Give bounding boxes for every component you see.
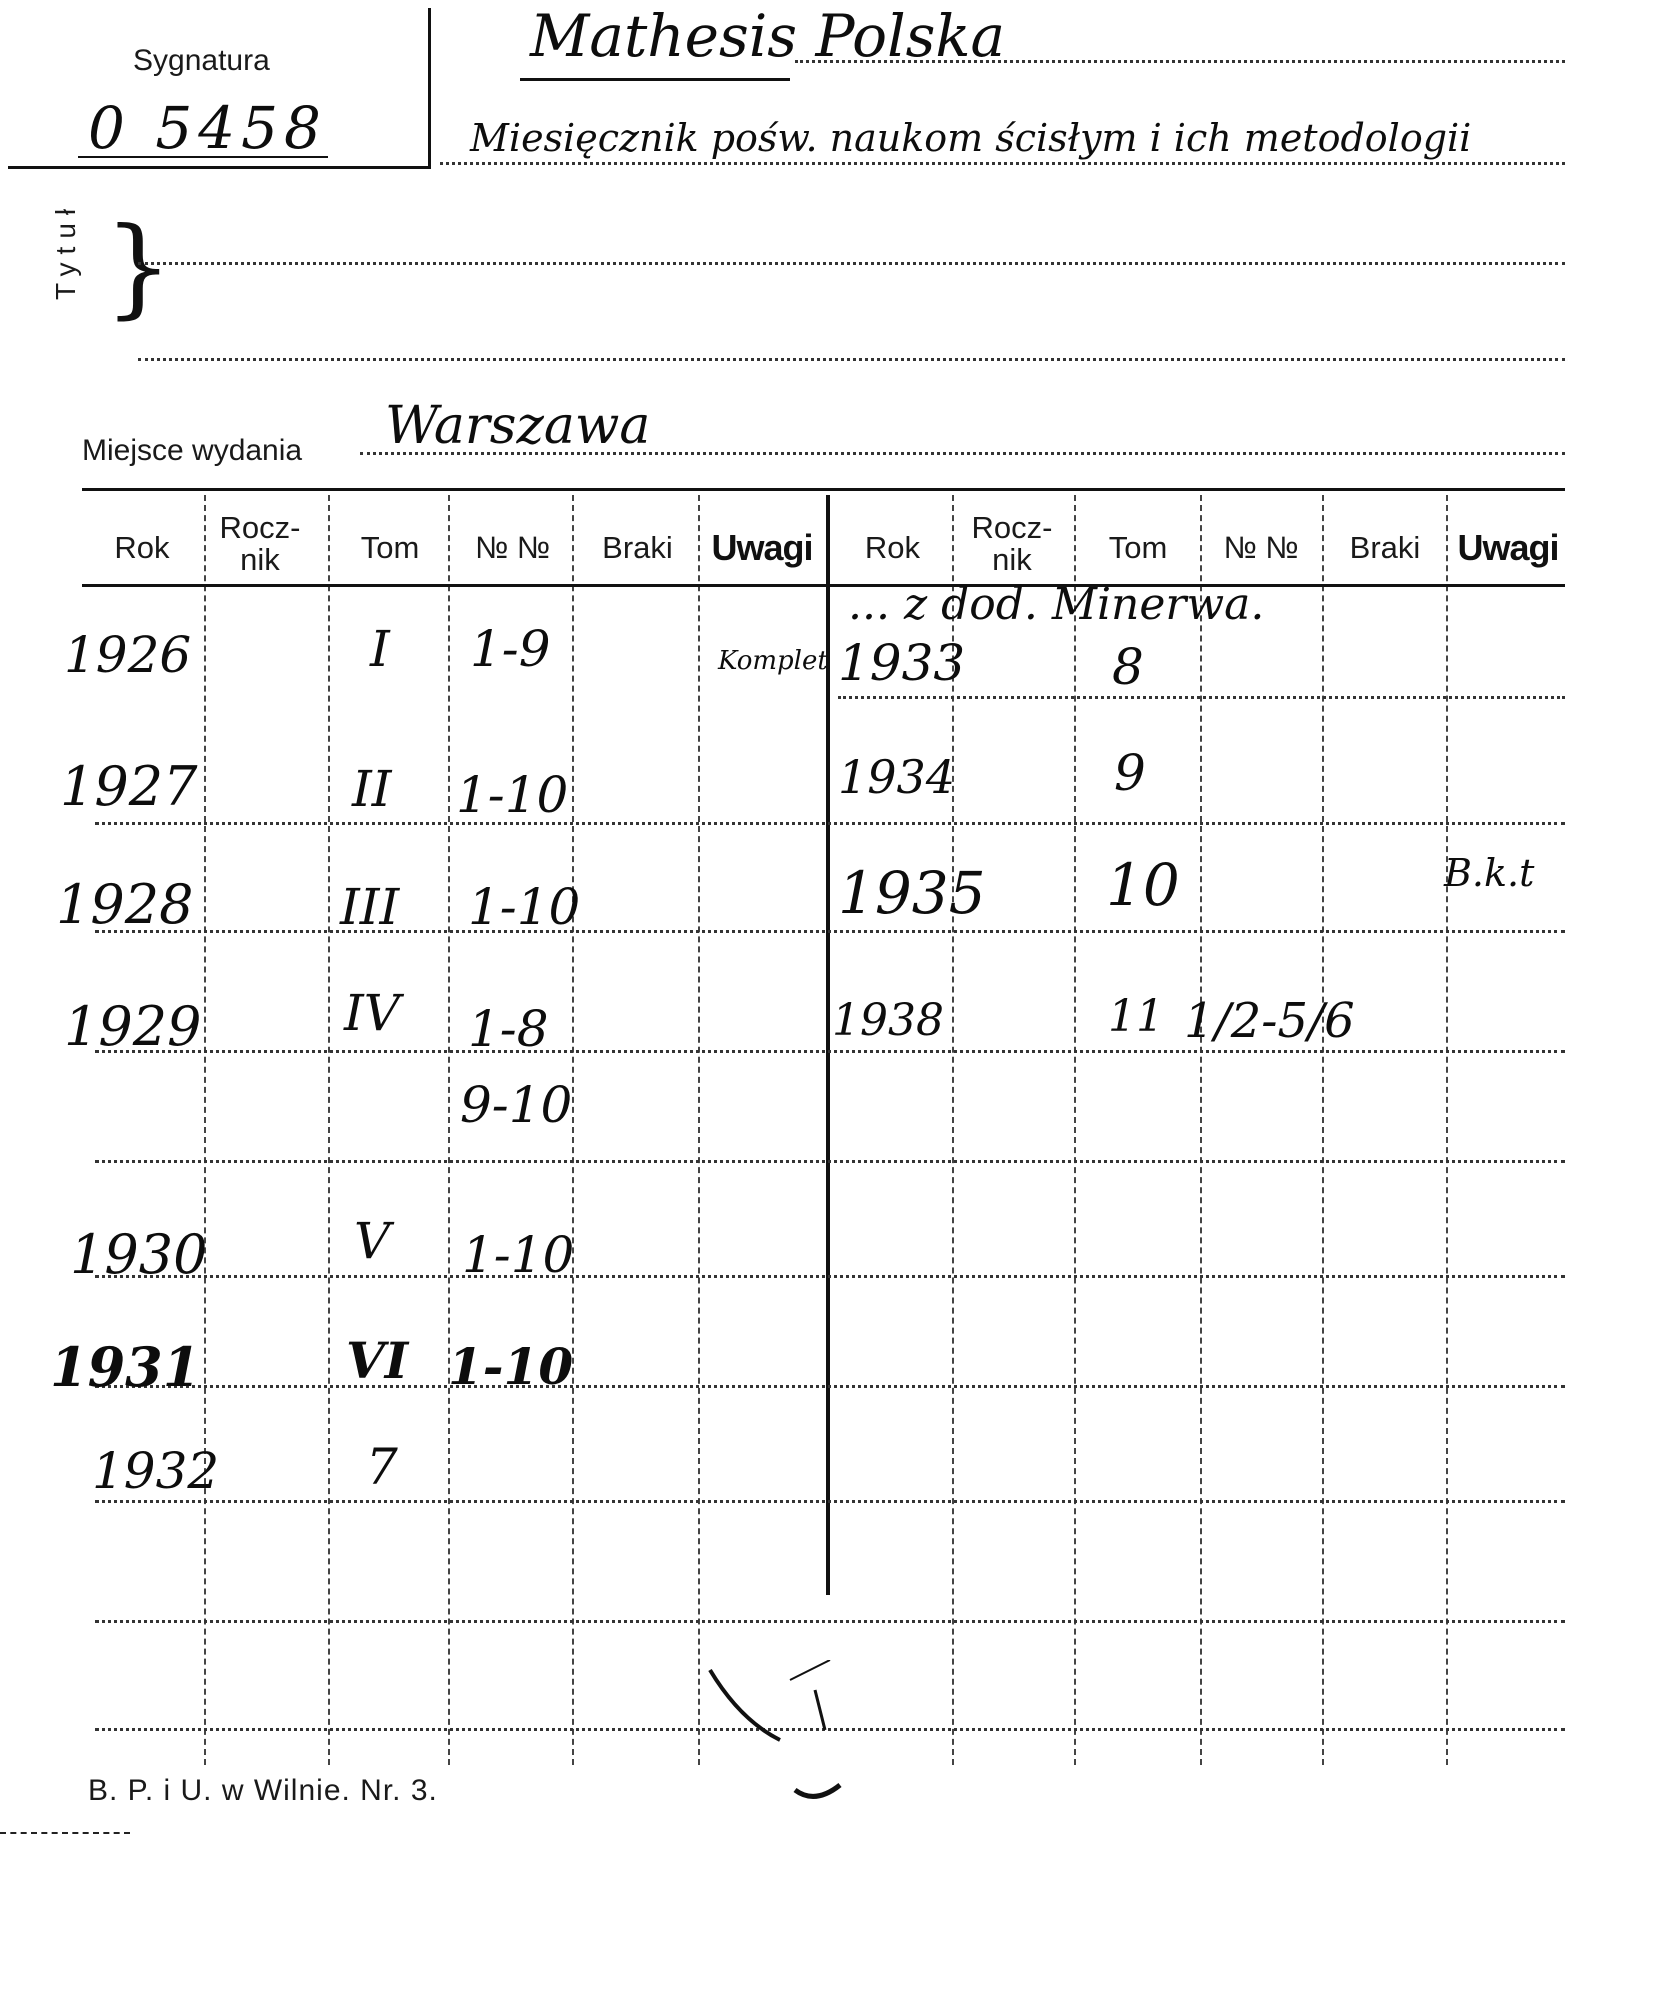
header-nr-right: № № [1223,530,1299,565]
left-row-1931-tom: VI [346,1331,409,1390]
row-line [95,1160,1565,1163]
right-row-1938-nr: 1/2-5/6 [1184,993,1355,1049]
header-braki: Braki [602,530,673,565]
title-dotted-line-2 [440,162,1565,165]
header-nr: № № [474,530,551,565]
footer-text: B. P. i U. w Wilnie. Nr. 3. [88,1774,438,1807]
left-row-1931-nr: 1-10 [448,1337,574,1396]
right-row-1934-tom: 9 [1114,744,1146,802]
right-row-1938-rok: 1938 [832,995,944,1046]
right-row-1935-tom: 10 [1106,851,1180,919]
left-row-1932-rok: 1932 [92,1442,220,1500]
col-line [448,495,450,1765]
row-line [95,1050,1565,1053]
bottom-edge-mark [0,1832,130,1834]
right-row-1933-tom: 8 [1112,638,1144,696]
place-value: Warszawa [385,396,651,456]
place-dotted-line [360,452,1565,455]
col-line [1446,495,1448,1765]
left-row-1926-tom: I [370,620,390,678]
left-row-1929-nr: 1-8 [468,1000,549,1058]
title-line-1: Mathesis Polska [530,2,1006,70]
row-line [95,1500,1565,1503]
header-rok: Rok [114,530,170,565]
tytul-line-1 [138,262,1565,265]
signature-label: Sygnatura [133,44,270,77]
left-row-1930-rok: 1930 [70,1223,208,1286]
left-row-1927-tom: II [352,760,392,818]
signature-underline [78,156,328,158]
right-note: ... z dod. Minerwa. [848,579,1265,630]
col-line [204,495,206,1765]
col-line [698,495,700,1765]
row-line [95,822,1565,825]
tytul-line-2 [138,358,1565,361]
left-row-1931-rok: 1931 [50,1335,201,1399]
left-row-1929-tom: IV [344,984,400,1042]
col-line [1322,495,1324,1765]
table-top-rule [82,488,1565,491]
header-uwagi: Uwagi [711,527,813,568]
header-rok-right: Rok [864,530,921,565]
title-underline [520,78,790,81]
left-row-1927-rok: 1927 [60,755,198,818]
left-row-1926-uwagi: Komplet [718,646,828,676]
left-row-1930-tom: V [354,1212,391,1270]
header-uwagi-right: Uwagi [1457,527,1559,568]
right-row-1934-rok: 1934 [838,750,956,804]
header-rocznik-right [952,512,1072,576]
row-line [95,930,1565,933]
header-braki-right: Braki [1349,530,1421,565]
col-line [1074,495,1076,1765]
col-line [1200,495,1202,1765]
header-tom-right: Tom [1108,530,1168,565]
header-bottom-rule [82,584,1565,587]
col-line [328,495,330,1765]
right-row-1935-uwagi: B.k.t [1444,851,1535,895]
row-line [838,696,1565,699]
left-row-1930-nr: 1-10 [462,1226,575,1284]
left-row-1929-rok: 1929 [64,995,202,1058]
right-row-1935-rok: 1935 [838,859,986,927]
left-row-1928-nr: 1-10 [468,878,581,936]
row-line [95,1275,1565,1278]
left-row-1926-rok: 1926 [64,626,192,684]
signature-value: 0 5458 [88,94,327,162]
header-rocznik-line2: nik [240,542,280,577]
tytul-brace: } [104,205,173,330]
header-tom: Tom [360,530,420,565]
title-line-2: Miesięcznik pośw. naukom ścisłym i ich metodologii [470,116,1472,160]
left-row-1926-nr: 1-9 [470,620,551,678]
left-row-1928-rok: 1928 [56,873,194,936]
header-rocznik-right-line1: Rocz- [971,510,1053,545]
title-dotted-line-1 [795,60,1565,63]
row-line [95,1620,1565,1623]
left-row-1928-tom: III [340,878,400,936]
right-row-1938-tom: 11 [1108,991,1164,1042]
left-row-1927-nr: 1-10 [456,766,569,824]
left-row-1932-tom: 7 [366,1438,398,1496]
header-rocznik [200,512,320,576]
place-label: Miejsce wydania [82,434,303,467]
signature-box [8,8,431,169]
header-rocznik-right-line2: nik [992,542,1032,577]
pencil-mark [700,1660,860,1810]
tytul-label: Tytuł [50,200,81,300]
header-rocznik-line1: Rocz- [219,510,301,545]
row-line [95,1385,1565,1388]
right-row-1933-rok: 1933 [838,634,966,692]
left-row-1929-nr2: 9-10 [460,1076,573,1134]
